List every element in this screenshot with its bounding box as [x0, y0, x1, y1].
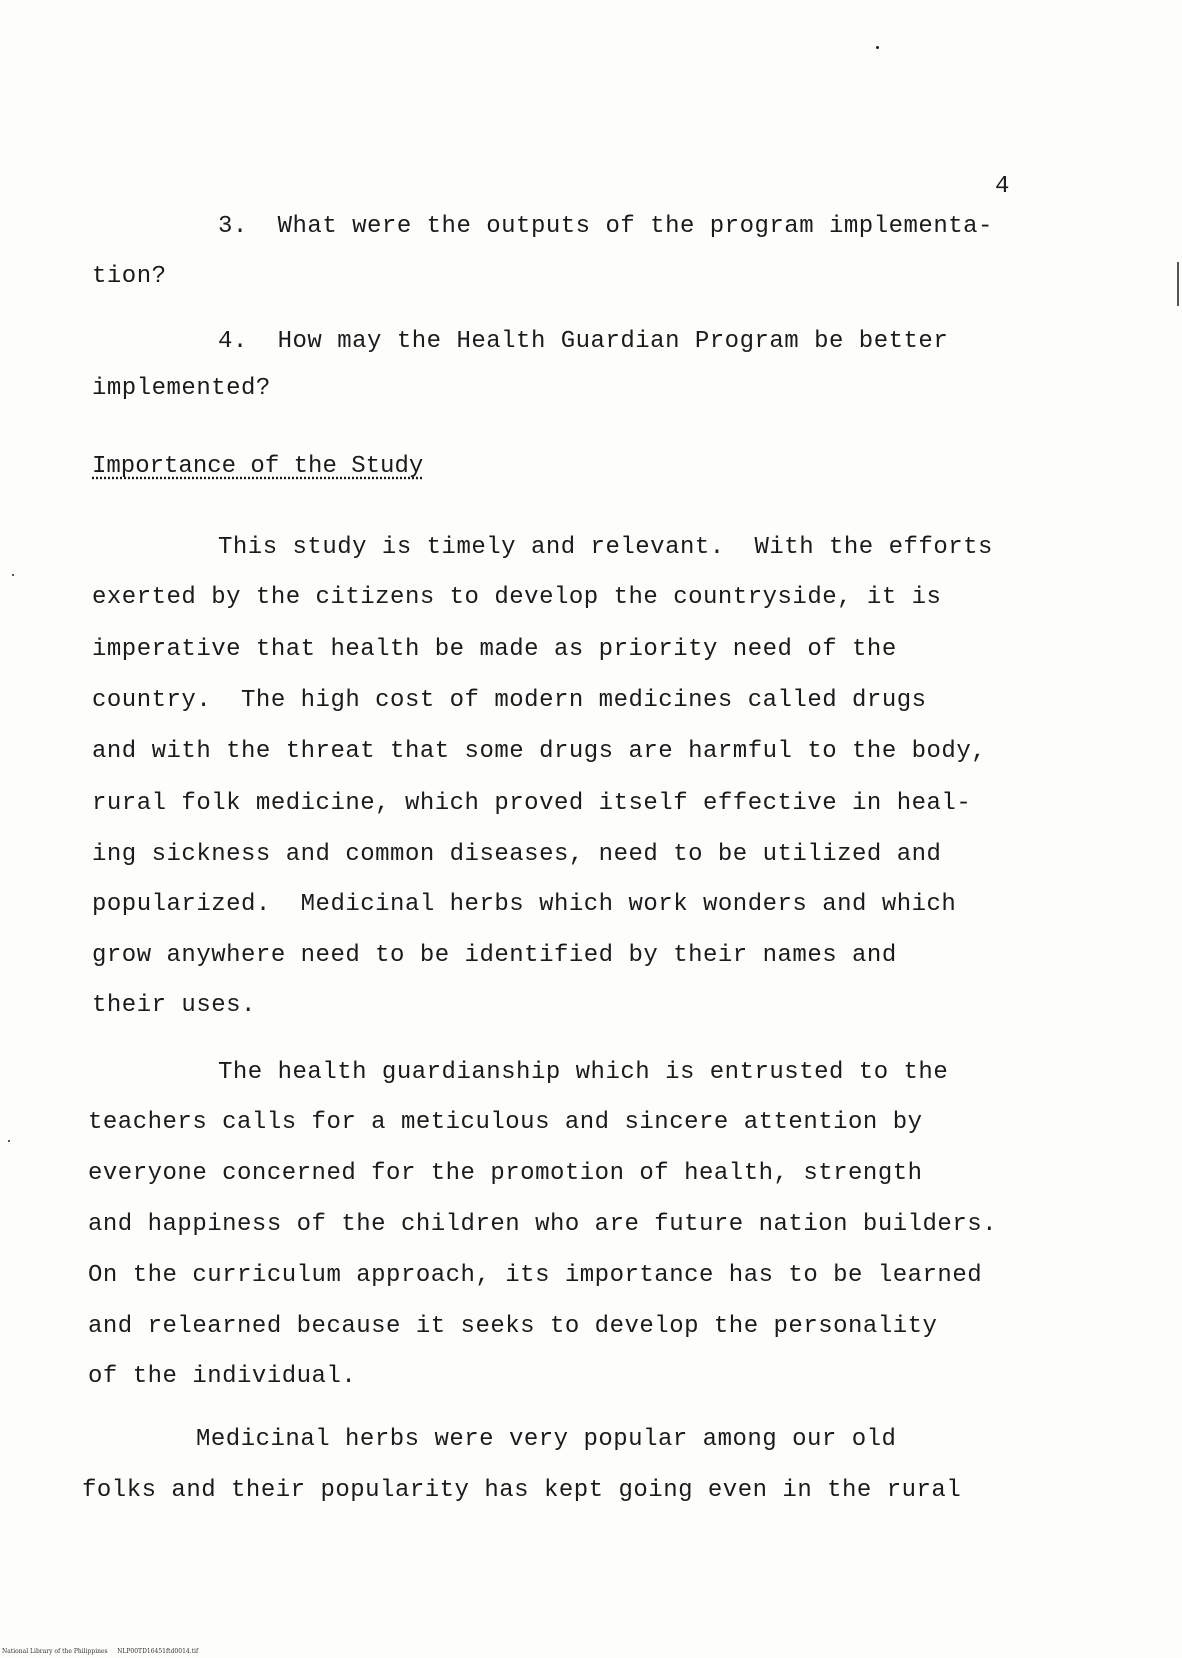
scan-speck	[8, 1140, 10, 1142]
section-heading: Importance of the Study	[92, 453, 424, 480]
question-3-line-2: tion?	[92, 263, 167, 290]
paragraph-1-line: rural folk medicine, which proved itself effective in heal-	[92, 790, 972, 817]
paragraph-1-line: country. The high cost of modern medicines called drugs	[92, 687, 927, 714]
paragraph-1-line: popularized. Medicinal herbs which work wonders and which	[92, 891, 957, 918]
paragraph-2-line: and happiness of the children who are future nation builders.	[88, 1211, 998, 1238]
paragraph-1-line: exerted by the citizens to develop the countryside, it is	[92, 584, 942, 611]
paragraph-2-line: teachers calls for a meticulous and sincere attention by	[88, 1109, 923, 1136]
question-3-line-1: 3. What were the outputs of the program implementa-	[218, 213, 993, 240]
paragraph-1-line: their uses.	[92, 992, 256, 1019]
paragraph-1-line: and with the threat that some drugs are harmful to the body,	[92, 738, 987, 765]
question-4-line-1: 4. How may the Health Guardian Program be better	[218, 328, 949, 355]
scan-speck	[12, 574, 14, 576]
paragraph-3-line: folks and their popularity has kept going even in the rural	[82, 1477, 962, 1504]
question-4-line-2: implemented?	[92, 375, 271, 402]
paragraph-2-line: On the curriculum approach, its importance has to be learned	[88, 1262, 983, 1289]
scan-speck	[876, 46, 879, 49]
paragraph-2-line: everyone concerned for the promotion of health, strength	[88, 1160, 923, 1187]
scan-edge-mark	[1177, 262, 1179, 306]
paragraph-1-line: imperative that health be made as priority need of the	[92, 636, 897, 663]
paragraph-1-line: ing sickness and common diseases, need to be utilized and	[92, 841, 942, 868]
paragraph-3-line: Medicinal herbs were very popular among our old	[196, 1426, 897, 1453]
paragraph-1-line: grow anywhere need to be identified by their names and	[92, 942, 897, 969]
paragraph-2-line: The health guardianship which is entrusted to the	[218, 1059, 949, 1086]
paragraph-2-line: of the individual.	[88, 1363, 357, 1390]
paragraph-2-line: and relearned because it seeks to develop the personality	[88, 1313, 938, 1340]
paragraph-1-line: This study is timely and relevant. With the efforts	[218, 534, 993, 561]
page-number: 4	[995, 173, 1010, 200]
scan-footer: National Library of the Philippines NLP00TD16451ftd0014.tif	[2, 1648, 199, 1655]
